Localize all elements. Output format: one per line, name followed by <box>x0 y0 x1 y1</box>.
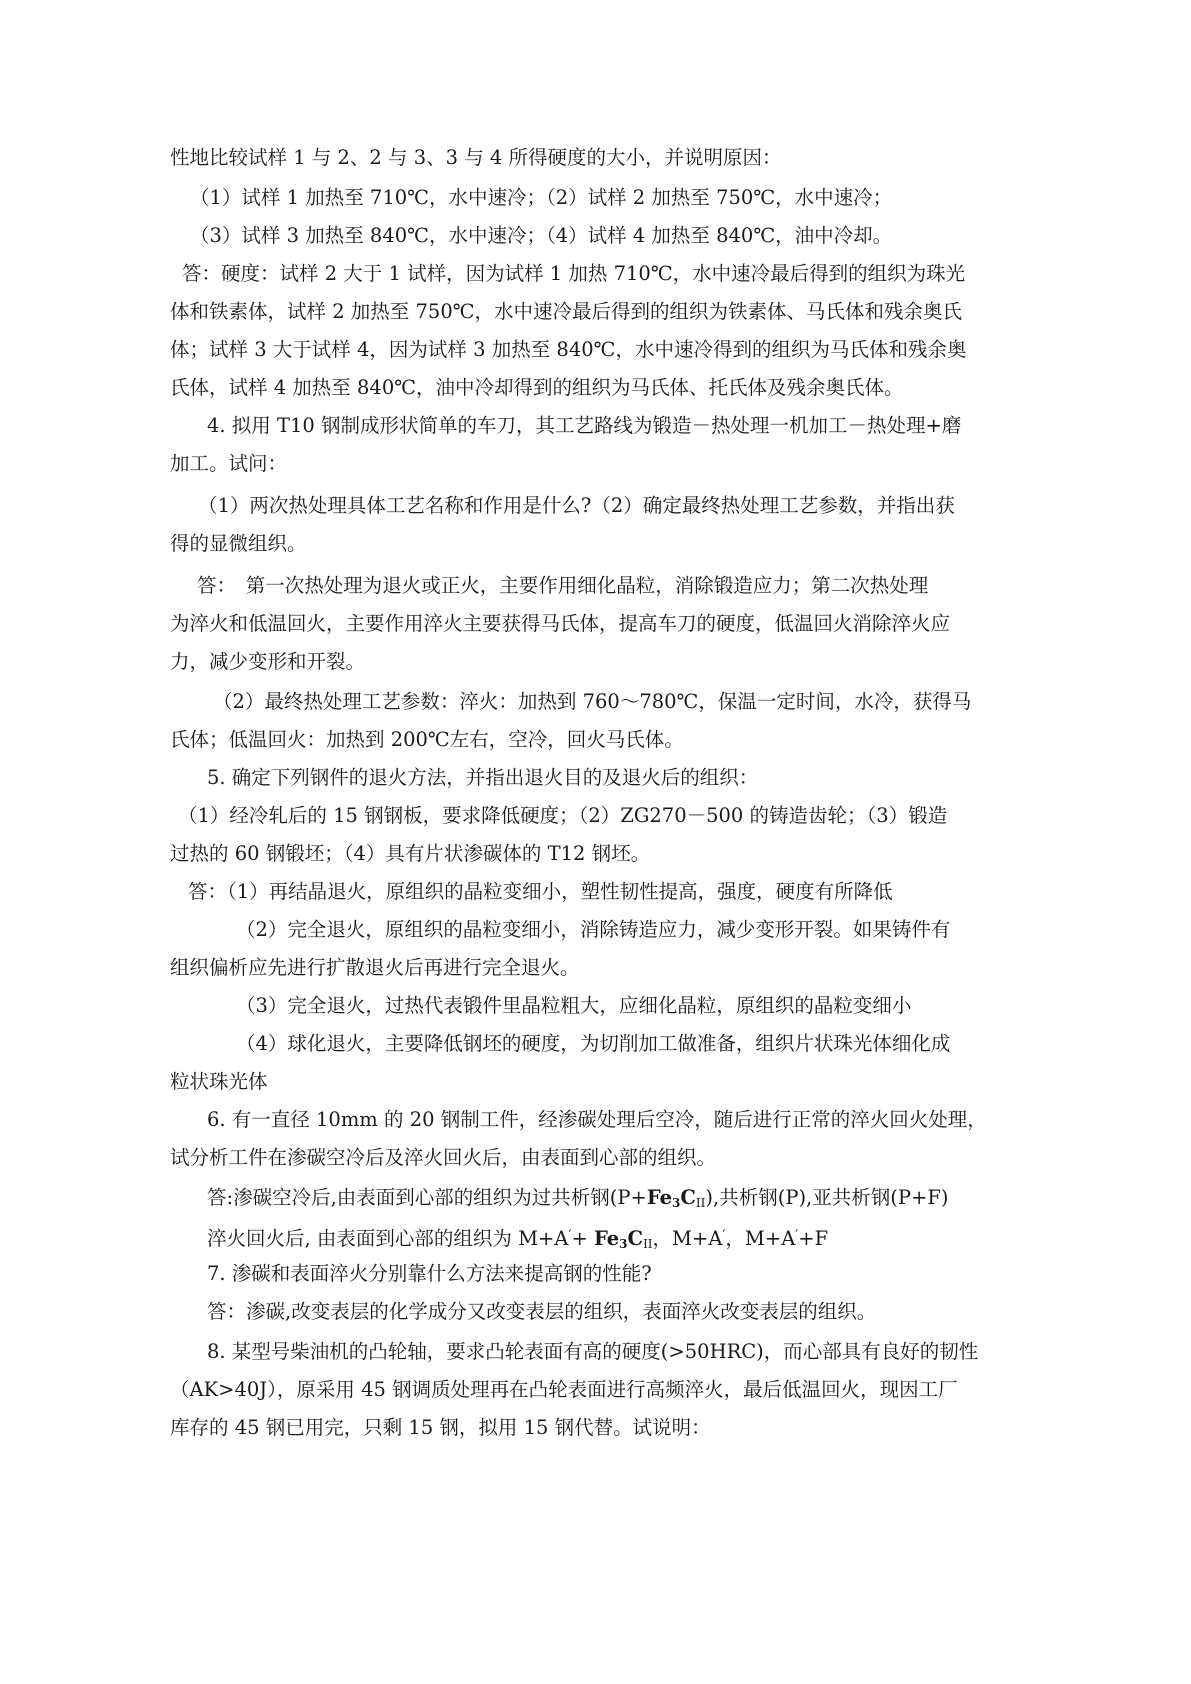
prime-mark: ′ <box>568 1228 572 1243</box>
text-line: 力，减少变形和开裂。 <box>170 650 366 673</box>
text-line: 氏体，试样 4 加热至 840℃，油中冷却得到的组织为马氏体、托氏体及残余奥氏体。 <box>170 376 904 399</box>
text-line: 得的显微组织。 <box>170 532 307 555</box>
formula-line-carburized <box>207 1184 948 1217</box>
chem-subscript: II <box>695 1196 706 1210</box>
text-line: （1）试样 1 加热至 710℃，水中速冷；（2）试样 2 加热至 750℃，水中速冷； <box>190 186 893 209</box>
text-line: 粒状珠光体 <box>170 1070 268 1093</box>
text-segment: 答:渗碳空冷后,由表面到心部的组织为过共析钢(P+ <box>207 1186 647 1209</box>
text-line: 6. 有一直径 10mm 的 20 钢制工件，经渗碳处理后空冷，随后进行正常的淬火回火处理， <box>207 1108 987 1131</box>
chem-subscript: II <box>643 1237 653 1251</box>
text-line: 加工。试问： <box>170 452 288 475</box>
prime-mark: ′ <box>795 1228 799 1243</box>
chem-c: C <box>627 1227 644 1250</box>
text-segment: +F <box>798 1227 829 1250</box>
prime-mark: ′ <box>722 1228 726 1243</box>
text-line: （1）两次热处理具体工艺名称和作用是什么?（2）确定最终热处理工艺参数，并指出获 <box>198 494 955 517</box>
text-segment: ，M+A <box>652 1227 723 1250</box>
text-line: （3）试样 3 加热至 840℃，水中速冷；（4）试样 4 加热至 840℃，油中冷却。 <box>190 224 893 247</box>
text-line: 体；试样 3 大于试样 4，因为试样 3 加热至 840℃，水中速冷得到的组织为马氏体和残余奥 <box>170 338 967 361</box>
text-line: （4）球化退火，主要降低钢坯的硬度，为切削加工做准备，组织片状珠光体细化成 <box>236 1032 951 1055</box>
text-line: 过热的 60 钢锻坯；（4）具有片状渗碳体的 T12 钢坯。 <box>170 842 651 865</box>
text-line: 答：硬度：试样 2 大于 1 试样，因为试样 1 加热 710℃，水中速冷最后得到的组织为珠光 <box>182 262 966 285</box>
text-line: 7. 渗碳和表面淬火分别靠什么方法来提高钢的性能? <box>207 1262 652 1285</box>
formula-line-quenched <box>207 1222 828 1258</box>
text-segment: ，M+A <box>725 1227 796 1250</box>
text-line: 答： 第一次热处理为退火或正火，主要作用细化晶粒，消除锻造应力；第二次热处理 <box>197 574 929 597</box>
text-line: 试分析工件在渗碳空冷后及淬火回火后，由表面到心部的组织。 <box>170 1146 717 1169</box>
text-segment: 淬火回火后, 由表面到心部的组织为 M+A <box>207 1227 569 1250</box>
text-line: 库存的 45 钢已用完，只剩 15 钢，拟用 15 钢代替。试说明： <box>170 1416 711 1439</box>
text-line: 体和铁素体，试样 2 加热至 750℃，水中速冷最后得到的组织为铁素体、马氏体和残余奥氏 <box>170 300 963 323</box>
chem-fe: Fe <box>593 1227 620 1250</box>
text-line: 为淬火和低温回火，主要作用淬火主要获得马氏体，提高车刀的硬度，低温回火消除淬火应 <box>170 612 951 635</box>
text-line: （1）经冷轧后的 15 钢钢板，要求降低硬度；（2）ZG270－500 的铸造齿轮；（3）锻造 <box>178 804 948 827</box>
text-line: 4. 拟用 T10 钢制成形状简单的车刀，其工艺路线为锻造－热处理一机加工－热处理+磨 <box>207 414 962 437</box>
chem-fe: Fe <box>646 1186 673 1209</box>
chem-c: C <box>680 1186 696 1209</box>
text-line: （2）最终热处理工艺参数：淬火：加热到 760～780℃，保温一定时间，水冷，获得马 <box>213 690 972 713</box>
chem-subscript: 3 <box>672 1196 681 1210</box>
text-line: 答：渗碳,改变表层的化学成分又改变表层的组织，表面淬火改变表层的组织。 <box>207 1300 877 1323</box>
text-line: （2）完全退火，原组织的晶粒变细小，消除铸造应力，减少变形开裂。如果铸件有 <box>236 918 951 941</box>
text-line: 5. 确定下列钢件的退火方法，并指出退火目的及退火后的组织： <box>207 766 759 789</box>
text-line: （3）完全退火，过热代表锻件里晶粒粗大，应细化晶粒，原组织的晶粒变细小 <box>236 994 912 1017</box>
text-line: 8. 某型号柴油机的凸轮轴，要求凸轮表面有高的硬度(>50HRC)，而心部具有良好的韧性 <box>207 1340 979 1363</box>
text-line: 性地比较试样 1 与 2、2 与 3、3 与 4 所得硬度的大小，并说明原因： <box>170 146 782 169</box>
text-line: （AK>40J），原采用 45 钢调质处理再在凸轮表面进行高频淬火，最后低温回火，现因工厂 <box>170 1378 958 1401</box>
text-line: 答：（1）再结晶退火，原组织的晶粒变细小，塑性韧性提高，强度，硬度有所降低 <box>188 880 893 903</box>
text-segment: ),共析钢(P),亚共析钢(P+F) <box>705 1186 949 1209</box>
chem-subscript: 3 <box>619 1237 628 1251</box>
text-segment: + <box>571 1227 594 1250</box>
text-line: 氏体；低温回火：加热到 200℃左右，空冷，回火马氏体。 <box>170 728 684 751</box>
text-line: 组织偏析应先进行扩散退火后再进行完全退火。 <box>170 956 580 979</box>
